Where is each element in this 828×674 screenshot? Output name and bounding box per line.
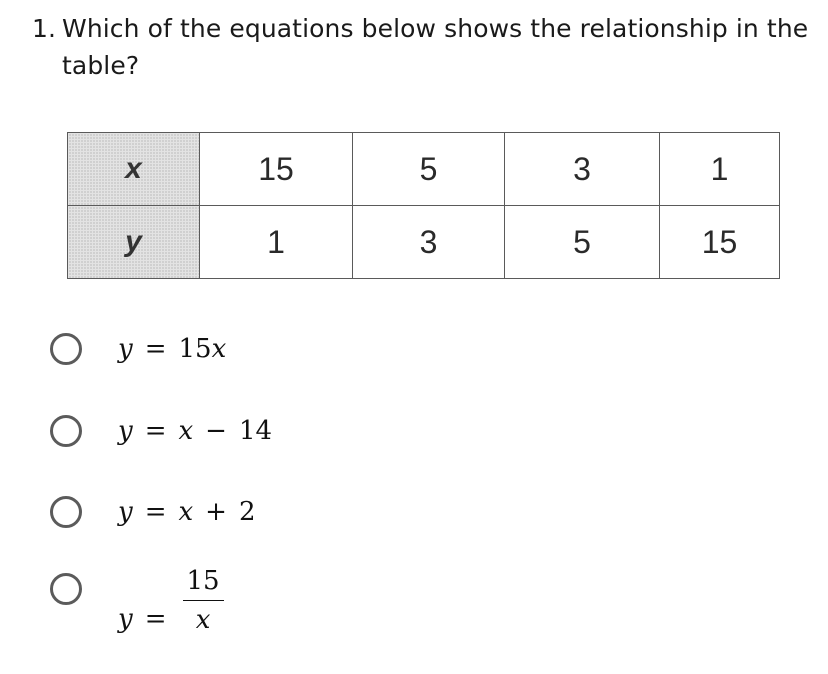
question-number: 1. <box>32 14 57 43</box>
question-prompt <box>32 10 812 84</box>
answer-option-a[interactable] <box>50 327 226 371</box>
radio-button-c[interactable] <box>50 496 82 528</box>
table-row-y <box>68 206 780 279</box>
table-cell: 1 <box>660 133 780 206</box>
table-header-x: x <box>68 133 200 206</box>
table-cell: 1 <box>200 206 353 279</box>
equation-c: y = x + 2 <box>118 497 256 527</box>
answer-option-c[interactable] <box>50 490 256 534</box>
radio-button-b[interactable] <box>50 415 82 447</box>
answer-option-d[interactable] <box>50 566 224 635</box>
fraction-numerator: 15 <box>183 566 224 601</box>
table-header-y: y <box>68 206 200 279</box>
radio-button-d[interactable] <box>50 573 82 605</box>
equation-b: y = x − 14 <box>118 416 273 446</box>
radio-button-a[interactable] <box>50 333 82 365</box>
values-table <box>67 132 779 278</box>
table-cell: 15 <box>660 206 780 279</box>
table-cell: 5 <box>505 206 660 279</box>
table-cell: 5 <box>353 133 505 206</box>
table-cell: 15 <box>200 133 353 206</box>
fraction-denominator: x <box>195 605 211 635</box>
question-text: Which of the equations below shows the relationship in the table? <box>62 14 809 80</box>
table-row-x <box>68 133 780 206</box>
answer-option-b[interactable] <box>50 409 272 453</box>
table-cell: 3 <box>505 133 660 206</box>
equation-a: y = 15 x <box>118 334 227 364</box>
fraction <box>183 566 224 635</box>
equation-d: y = $\frac{15}{x}$ <box>118 566 224 635</box>
table-cell: 3 <box>353 206 505 279</box>
